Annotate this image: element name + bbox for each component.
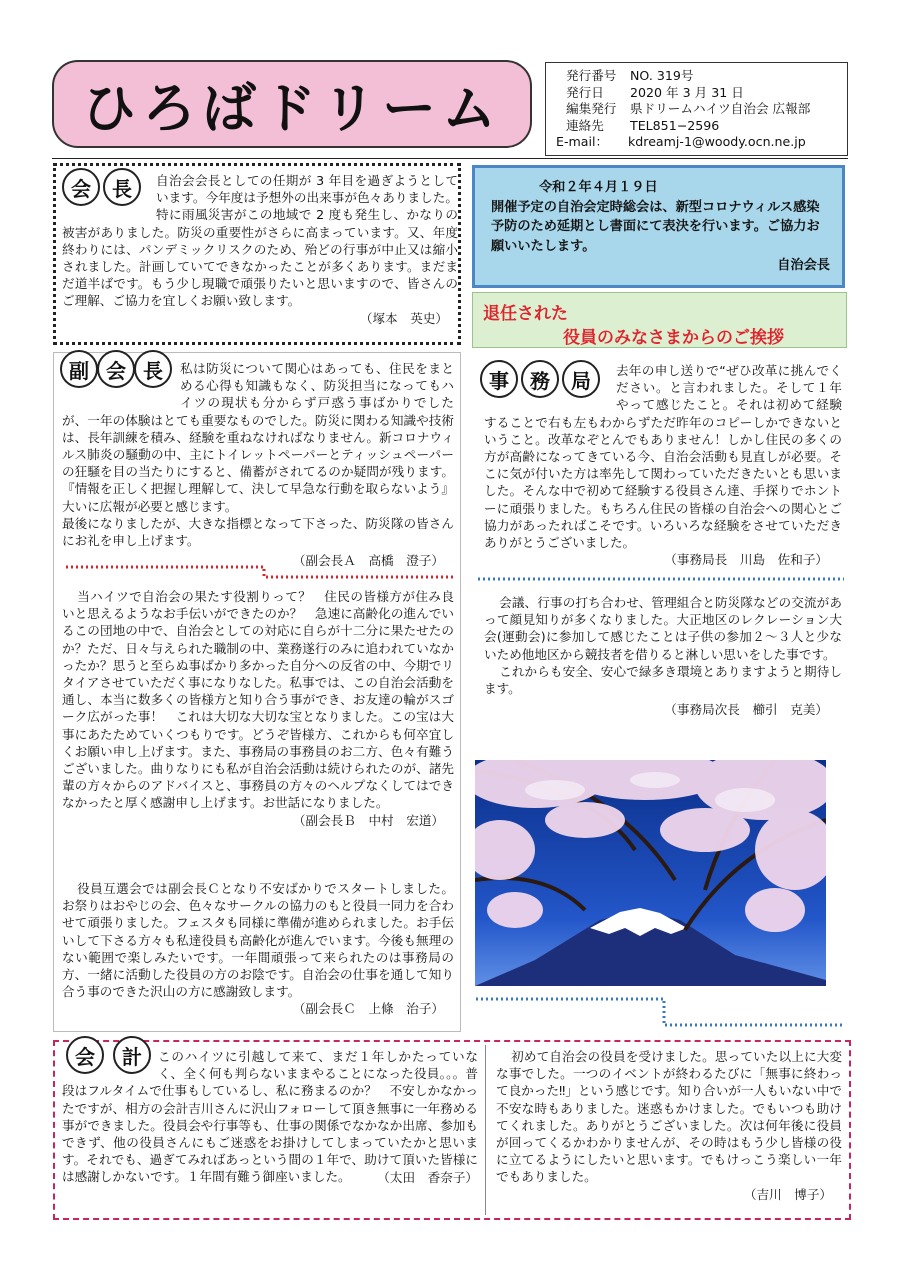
treasurer-a-float bbox=[62, 1048, 158, 1082]
chairman-badge-2: 長 bbox=[103, 168, 141, 206]
vice-c-text: 役員互選会では副会長Ｃとなり不安ばかりでスタートしました。お祭りはおやじの会、色々なサークルの協力のもと役員一同力を合わせて頑張りました。フェスタも同様に準備が進められました。お手伝いして下さる方々も私達役員も高齢化が進んでいます。今後も無理のない範囲で楽しみたいです。一年間頑張って来られたのは事務局の方、一緒に活動した役員の方のお陰です。自治会の仕事を通して知り合う事のできた沢山の方に感謝致します。 bbox=[62, 881, 454, 1000]
vice-b-signature: （副会長Ｂ 中村 宏道） bbox=[292, 812, 444, 828]
retired-officers-banner bbox=[472, 292, 847, 348]
office-a-message bbox=[484, 362, 842, 568]
phone-label: 連絡先 bbox=[566, 117, 604, 133]
office-a-signature: （事務局長 川島 佐和子） bbox=[664, 552, 828, 568]
vice-b-message bbox=[62, 588, 454, 829]
vice-badge-1: 副 bbox=[60, 350, 98, 388]
treasurer-b-message bbox=[496, 1048, 842, 1203]
vice-a-message bbox=[62, 360, 454, 569]
banner-line-1: 退任された bbox=[483, 304, 568, 324]
email-row bbox=[556, 134, 847, 151]
vice-a-text-2: 最後になりましたが、大きな指標となって下さった、防災隊の皆さんにお礼を申し上げます。 bbox=[62, 515, 454, 549]
issue-number-value: NO. 319号 bbox=[630, 68, 694, 83]
office-blue-dotted-divider bbox=[476, 576, 846, 582]
vice-c-signature: （副会長Ｃ 上條 治子） bbox=[292, 1001, 444, 1017]
photo-blue-dotted-divider bbox=[474, 995, 846, 1031]
email-label: E-mail： bbox=[556, 134, 609, 149]
vice-a-float bbox=[62, 360, 180, 396]
office-b-text-2: これからも安全、安心で緑多き環境とありますようと期待します。 bbox=[484, 663, 842, 697]
chairman-float bbox=[62, 172, 156, 210]
treasurer-column-divider bbox=[485, 1045, 486, 1215]
newsletter-title: ひろばドリーム bbox=[82, 76, 502, 140]
masthead-divider bbox=[52, 158, 848, 159]
notice-signature: 自治会長 bbox=[777, 258, 830, 273]
phone-value: TEL851−2596 bbox=[630, 117, 720, 133]
general-meeting-notice bbox=[472, 165, 845, 288]
editor-row bbox=[566, 101, 847, 118]
vice-red-dotted-divider bbox=[64, 563, 456, 579]
treasurer-a-signature: （太田 香奈子） bbox=[377, 1169, 478, 1185]
cherry-blossom-mount-fuji-photo bbox=[475, 760, 826, 986]
office-b-text: 会議、行事の打ち合わせ、管理組合と防災隊などの交流があって顔見知りが多くなりました。大正地区のレクレーション大会(運動会)に参加して感じたことは子供の参加２～３人と少ないため他地区から競技者を借りると淋しい思いをした事です。 bbox=[484, 595, 842, 662]
chairman-message bbox=[62, 172, 458, 327]
treasurer-a-text: このハイツに引越して来て、まだ１年しかたっていなく、全く何も判らないままやることになった役員。。。普段はフルタイムで仕事もしているし、私に務まるのか？ 不安しかなかったですが、相方の会計吉川さんに沢山フォローして頂き無事に一年務める事ができました。役員会や行事等も、仕事の関係でなかなか出席、参加もできず、他の役員さんにもご迷惑をお掛けしてしまっていたかと思います。それでも、過ぎてみればあっという間の１年で、助けて頂いた皆様には感謝しかないです。１年間有難う御座いました。 bbox=[62, 1049, 478, 1185]
vice-a-signature: （副会長Ａ 高橋 澄子） bbox=[292, 553, 444, 569]
vice-a-text: 私は防災について関心はあっても、住民をまとめる心得も知識もなく、防災担当になってもハイツの現状も分からず戸惑う事ばかりでしたが、一年の体験はとても重要なものでした。防災に関わる知識や技術は、長年訓練を積み、経験を重ねなければなりません。新コロナウィルス肺炎の騒動の中、主にトイレットペーパーとティッシュペーパーの狂騒を目の当たりにすると、備蓄がされてるのか疑問が残ります。『情報を正しく把握し理解して、決して早急な行動を取らないよう』大いに広報が必要と感じます。 bbox=[62, 361, 454, 514]
issue-date-value: 2020 年 3 月 31 日 bbox=[630, 84, 744, 100]
banner-line-2: 役員のみなさまからのご挨拶 bbox=[563, 328, 784, 348]
treasurer-b-text: 初めて自治会の役員を受けました。思っていた以上に大変な事でした。一つのイベントが終わるたびに「無事に終わって良かった‼」という感じです。知り合いが一人もいない中で不安な時もありました。迷惑もかけました。でもいつも助けてくれました。ありがとうございました。次は何年後に役員が回ってくるかわかりませんが、その時はもう少し皆様の役に立てるようにしたいと思います。でもけっこう楽しい一年でもありました。 bbox=[496, 1049, 842, 1185]
treasurer-b-signature: （吉川 博子） bbox=[743, 1186, 832, 1202]
treasurer-a-message bbox=[62, 1048, 478, 1186]
issue-number-row bbox=[566, 68, 847, 85]
office-b-message bbox=[484, 594, 842, 718]
vice-badge-2: 会 bbox=[97, 350, 135, 388]
editor-value: 県ドリームハイツ自治会 広報部 bbox=[630, 101, 811, 116]
office-badge-3: 局 bbox=[562, 360, 600, 398]
treasurer-badge-1: 会 bbox=[66, 1036, 104, 1074]
issue-date-row bbox=[566, 85, 847, 102]
office-badge-2: 務 bbox=[521, 360, 559, 398]
issue-number-label: 発行番号 bbox=[566, 68, 617, 83]
chairman-badge-1: 会 bbox=[62, 168, 100, 206]
chairman-text: 自治会会長としての任期が 3 年目を過ぎようとしています。今年度は予想外の出来事が色々ありました。特に雨風災害がこの地域で 2 度も発生し、かなりの被害がありました。防災の重要性がさらに高まっています。又、年度終わりには、パンデミックリスクのため、殆どの行事が中止又は縮小されました。計画していてできなかったことが多くあります。まだまだ道半ばです。もう少し現職で頑張りたいと思いますので、皆さんのご理解、ご協力を宜しくお願い致します。 bbox=[62, 173, 458, 309]
phone-row bbox=[566, 118, 847, 135]
office-a-text: 去年の申し送りで“ぜひ改革に挑んでください。と言われました。そして１年やって感じたこと。それは初めて経験することで右も左もわからずただ昨年のコピーしかできないということ。改革なぞとんでもありません！しかし住民の多くの方が高齢になってきている今、自治会活動も見直しが必要。そこに気が付いた方は率先して関わっていただきたいとも思いました。そんな中で初めて経験する役員さん達、手探りでホントーに頑張りました。もちろん住民の皆様の自治会への関心とご協力があったればこそです。いろいろな経験をさせていただきありがとうございました。 bbox=[484, 363, 842, 551]
office-b-signature: （事務局次長 櫛引 克美） bbox=[664, 702, 828, 718]
issue-info-box bbox=[545, 62, 848, 156]
vice-b-text: 当ハイツで自治会の果たす役割りって？ 住民の皆様方が住み良いと思えるようなお手伝いができたのか？ 急速に高齢化の進んでいるこの団地の中で、自治会としての対応に自らが十二分に果たせたのか？ただ、日々与えられた職制の中、業務遂行のみに追われていなかったか？思うと至らぬ事ばかり多かった自分への反省の中、今期でリタイアさせていただく事になりなした。私事では、この自治会活動を通し、本当に数多くの皆様方と知り合う事ができ、お友達の輪がスゴーク広がった事！ これは大切な大切な宝となりました。この宝は大事にあたためていくつもりです。どうぞ皆様方、これからも何卒宜しくお願い申し上げます。また、事務局の事務員のお二方、色々有難うございました。曲りなりにも私が自治会活動は続けられたのが、諸先輩の方々からのアドバイスと、事務員の方々のヘルプなくしてはできなかったと厚く感謝申し上げます。お世話になりました。 bbox=[62, 589, 454, 811]
vice-badge-3: 長 bbox=[134, 350, 172, 388]
notice-date: 令和２年４月１９日 bbox=[539, 180, 658, 195]
email-value: kdreamj-1@woody.ocn.ne.jp bbox=[628, 134, 806, 149]
chairman-signature: （塚本 英史） bbox=[359, 310, 448, 326]
office-a-float bbox=[484, 362, 616, 402]
office-badge-1: 事 bbox=[480, 360, 518, 398]
treasurer-badge-2: 計 bbox=[113, 1036, 151, 1074]
editor-label: 編集発行 bbox=[566, 101, 617, 116]
issue-date-label: 発行日 bbox=[566, 84, 604, 100]
notice-text: 開催予定の自治会定時総会は、新型コロナウィルス感染予防のため延期とし書面にて表決を行います。ご協力お願いいたします。 bbox=[491, 199, 820, 254]
vice-c-message bbox=[62, 880, 454, 1018]
